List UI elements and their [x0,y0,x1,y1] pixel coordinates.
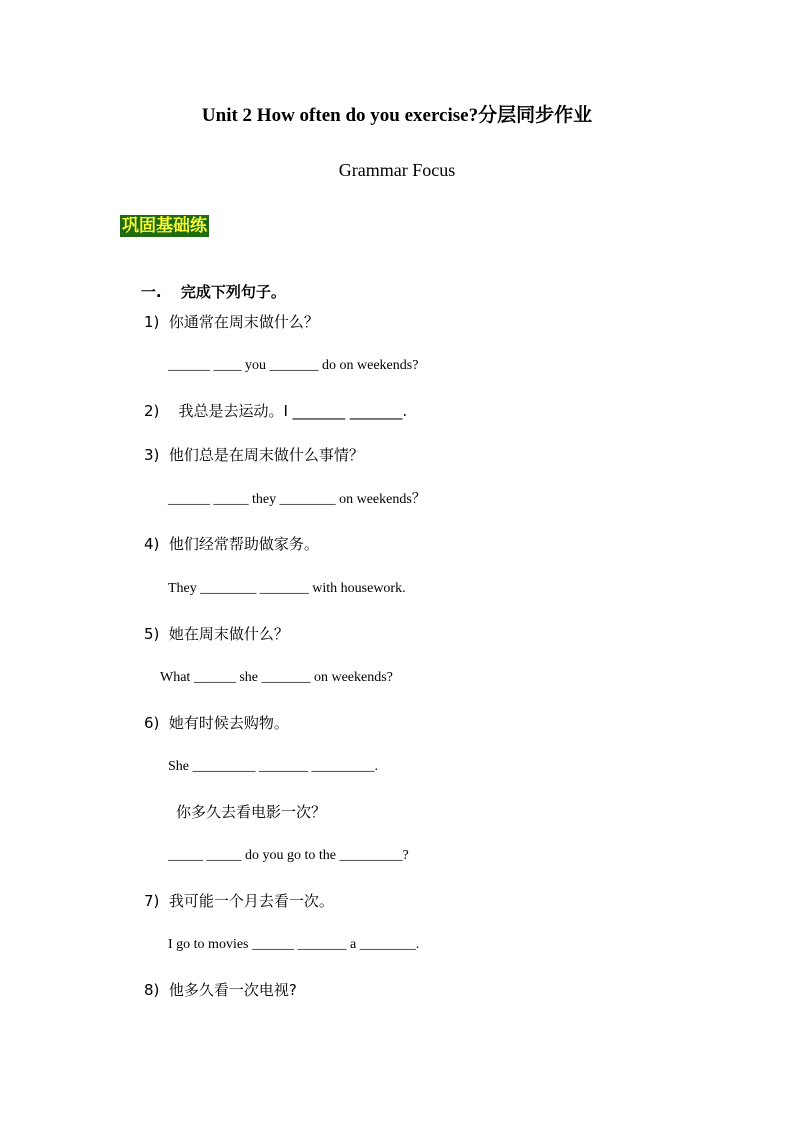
question-prompt: 你多久去看电影一次？ [176,803,327,821]
answer-line: What ______ she _______ on weekends? [160,670,393,685]
question-prompt: 8) 他多久看一次电视? [144,981,297,999]
part-number: 一. [140,283,162,301]
question-prompt: 1) 你通常在周末做什么？ [144,313,319,331]
page-subtitle: Grammar Focus [338,160,456,180]
part-instruction: 完成下列句子。 [180,283,286,301]
question-prompt: 5) 她在周末做什么？ [144,625,289,643]
section-label: 巩固基础练 [122,216,207,236]
answer-line: ______ _____ they ________ on weekends？ [168,492,426,507]
question-prompt: 2) 我总是去运动。I _______ _______. [144,402,408,420]
answer-line: She _________ _______ _________. [168,759,378,774]
question-prompt: 7) 我可能一个月去看一次。 [144,892,334,910]
page-title: Unit 2 How often do you exercise?分层同步作业 [201,105,593,126]
answer-line: They ________ _______ with housework. [168,581,406,596]
question-prompt: 3) 他们总是在周末做什么事情？ [144,446,364,464]
answer-line: ______ ____ you _______ do on weekends? [168,358,419,373]
part-heading [120,265,286,319]
answer-line: I go to movies ______ _______ a ________. [168,937,420,952]
answer-line: _____ _____ do you go to the _________? [168,848,409,863]
question-prompt: 4) 他们经常帮助做家务。 [144,535,319,553]
question-prompt: 6) 她有时候去购物。 [144,714,289,732]
